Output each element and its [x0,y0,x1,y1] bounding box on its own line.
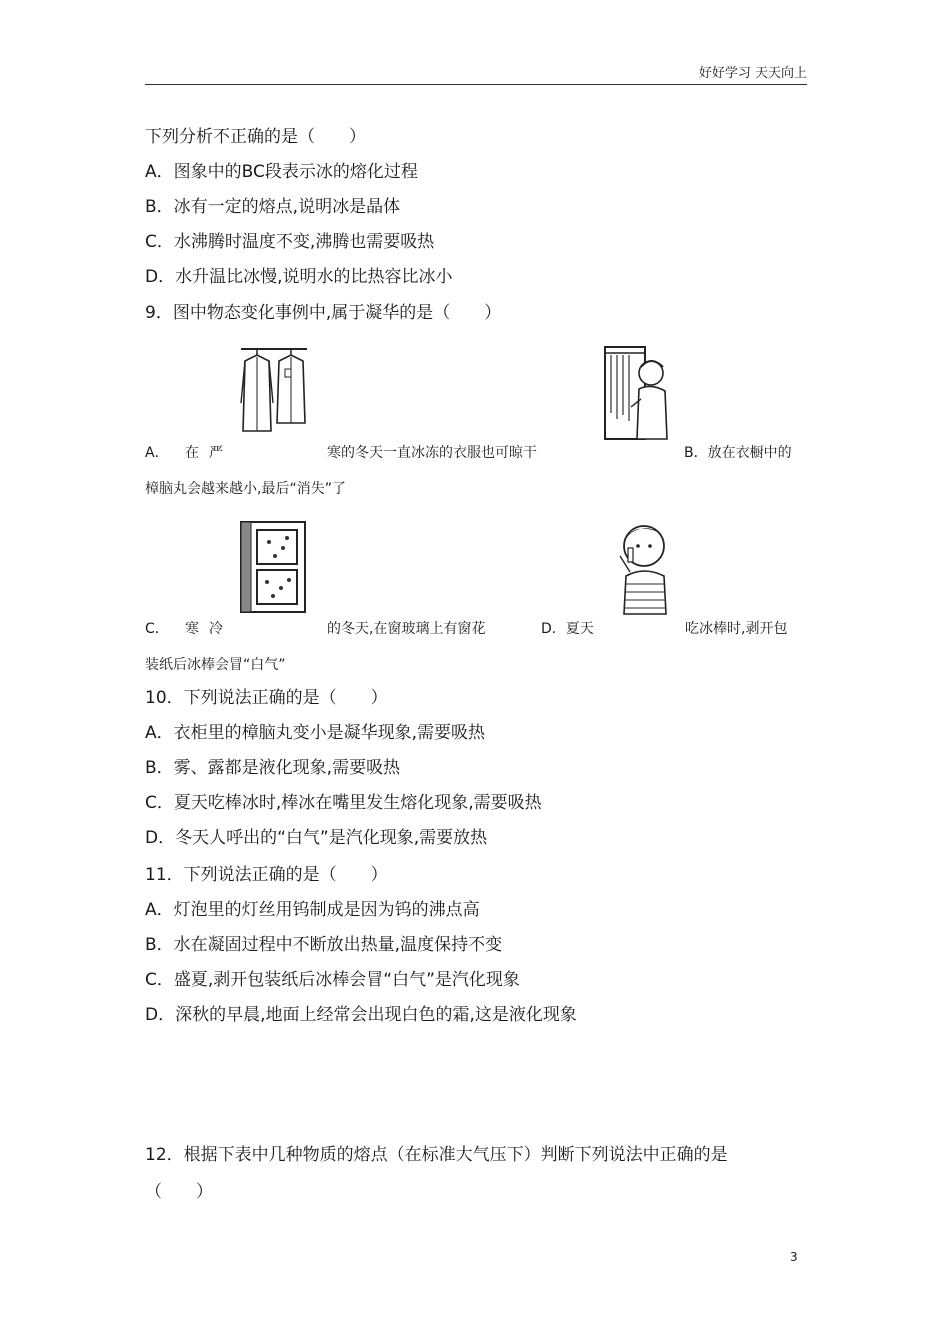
q10-option-a: A．衣柜里的樟脑丸变小是凝华现象,需要吸热 [145,723,486,743]
frozen-clothes-illustration [237,343,312,441]
page-number: 3 [790,1250,798,1264]
q8-option-a: A．图象中的BC段表示冰的熔化过程 [145,162,418,182]
page-header: 好好学习 天天向上 [698,66,807,81]
q10-option-b: B．雾、露都是液化现象,需要吸热 [145,758,401,778]
boy-popsicle-illustration [614,516,672,616]
q9-option-a-label: A． [145,445,169,461]
q12-answer-paren: （ ） [145,1182,213,1202]
q8-stem: 下列分析不正确的是（ ） [145,127,366,147]
q11-option-b: B．水在凝固过程中不断放出热量,温度保持不变 [145,935,503,955]
q8-option-d: D．水升温比冰慢,说明水的比热容比冰小 [145,267,453,287]
q9-option-a-word: 在严 [185,445,233,461]
q9-option-d-continued: 装纸后冰棒会冒“白气” [145,657,286,673]
window-frost-illustration [237,518,312,618]
q9-option-d-head: D．夏天 [541,621,594,637]
q10-option-d: D．冬天人呼出的“白气”是汽化现象,需要放热 [145,828,488,848]
q8-option-c: C．水沸腾时温度不变,沸腾也需要吸热 [145,232,435,252]
q9-option-c-word: 寒冷 [185,621,233,637]
wardrobe-person-illustration [603,343,671,443]
q12-stem: 12．根据下表中几种物质的熔点（在标准大气压下）判断下列说法中正确的是 [145,1145,728,1165]
q9-option-a-rest: 寒的冬天一直冰冻的衣服也可晾干 [327,445,537,461]
q11-option-d: D．深秋的早晨,地面上经常会出现白色的霜,这是液化现象 [145,1005,577,1025]
q9-stem: 9．图中物态变化事例中,属于凝华的是（ ） [145,303,502,323]
q10-stem: 10．下列说法正确的是（ ） [145,688,388,708]
q10-option-c: C．夏天吃棒冰时,棒冰在嘴里发生熔化现象,需要吸热 [145,793,542,813]
q9-option-d-rest: 吃冰棒时,剥开包 [685,621,788,637]
q8-option-b: B．冰有一定的熔点,说明冰是晶体 [145,197,401,217]
q11-option-c: C．盛夏,剥开包装纸后冰棒会冒“白气”是汽化现象 [145,970,520,990]
q9-option-c-label: C． [145,621,169,637]
header-rule [145,84,807,85]
q9-option-c-rest: 的冬天,在窗玻璃上有窗花 [327,621,486,637]
q11-stem: 11．下列说法正确的是（ ） [145,865,388,885]
q11-option-a: A．灯泡里的灯丝用钨制成是因为钨的沸点高 [145,900,480,920]
q9-option-b-head: B．放在衣橱中的 [684,445,792,461]
q9-option-b-continued: 樟脑丸会越来越小,最后“消失”了 [145,481,346,497]
